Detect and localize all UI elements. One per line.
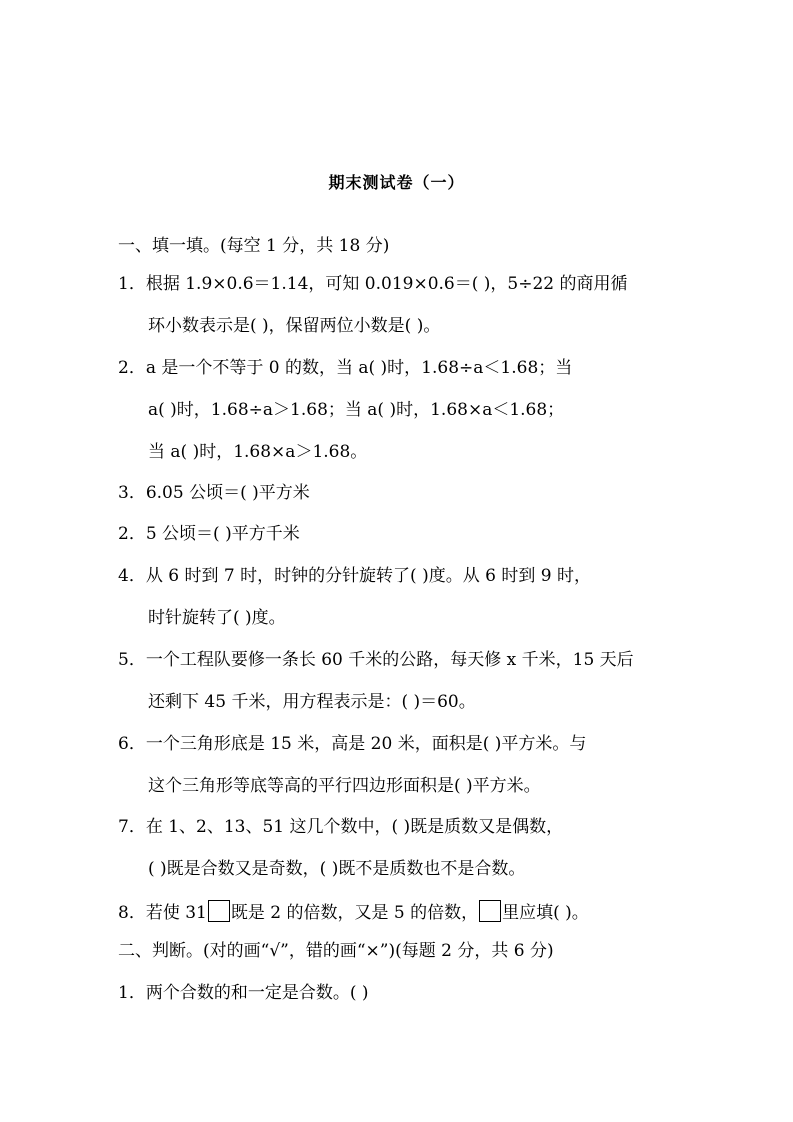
question-5-line-1: 5．一个工程队要修一条长 60 千米的公路，每天修 x 千米，15 天后 (118, 650, 634, 670)
section-header-fill: 一、填一填。(每空 1 分，共 18 分) (118, 236, 390, 256)
page-title: 期末测试卷（一） (328, 173, 465, 192)
question-3-line-1: 3．6.05 公顷＝( )平方米 (118, 483, 310, 503)
question-4-line-1: 4．从 6 时到 7 时，时钟的分针旋转了( )度。从 6 时到 9 时， (118, 566, 591, 586)
question-8-line (118, 900, 589, 925)
question-5-line-2: 还剩下 45 千米，用方程表示是：( )＝60。 (148, 692, 476, 712)
question-6-line-1: 6．一个三角形底是 15 米，高是 20 米，面积是( )平方米。与 (118, 734, 587, 754)
question-2-line-3: 当 a( )时，1.68×a＞1.68。 (148, 442, 368, 462)
question-6-line-2: 这个三角形等底等高的平行四边形面积是( )平方米。 (148, 776, 541, 796)
blank-box (479, 900, 501, 922)
question-7-line-1: 7．在 1、2、13、51 这几个数中，( )既是质数又是偶数， (118, 817, 564, 837)
question-2-line-2: a( )时，1.68÷a＞1.68；当 a( )时，1.68×a＜1.68； (148, 400, 565, 420)
blank-box (208, 900, 230, 922)
question-8-part-1: 8．若使 31 (118, 903, 207, 923)
question-8-part-3: 里应填( )。 (502, 903, 589, 923)
question-8-part-2: 既是 2 的倍数，又是 5 的倍数， (230, 903, 479, 923)
question-3-line-2: 2．5 公顷＝( )平方千米 (118, 524, 300, 544)
question-7-line-2: ( )既是合数又是奇数，( )既不是质数也不是合数。 (148, 859, 526, 879)
question-2-line-1: 2．a 是一个不等于 0 的数，当 a( )时，1.68÷a＜1.68；当 (118, 358, 573, 378)
question-4-line-2: 时针旋转了( )度。 (148, 608, 286, 628)
judge-question-1: 1．两个合数的和一定是合数。( ) (118, 983, 369, 1003)
section-header-judge: 二、判断。(对的画“√”，错的画“×”)(每题 2 分，共 6 分) (118, 941, 554, 961)
question-1-line-1: 1．根据 1.9×0.6＝1.14，可知 0.019×0.6＝( )，5÷22 的商用循 (118, 274, 628, 294)
question-1-line-2: 环小数表示是( )，保留两位小数是( )。 (148, 316, 441, 336)
